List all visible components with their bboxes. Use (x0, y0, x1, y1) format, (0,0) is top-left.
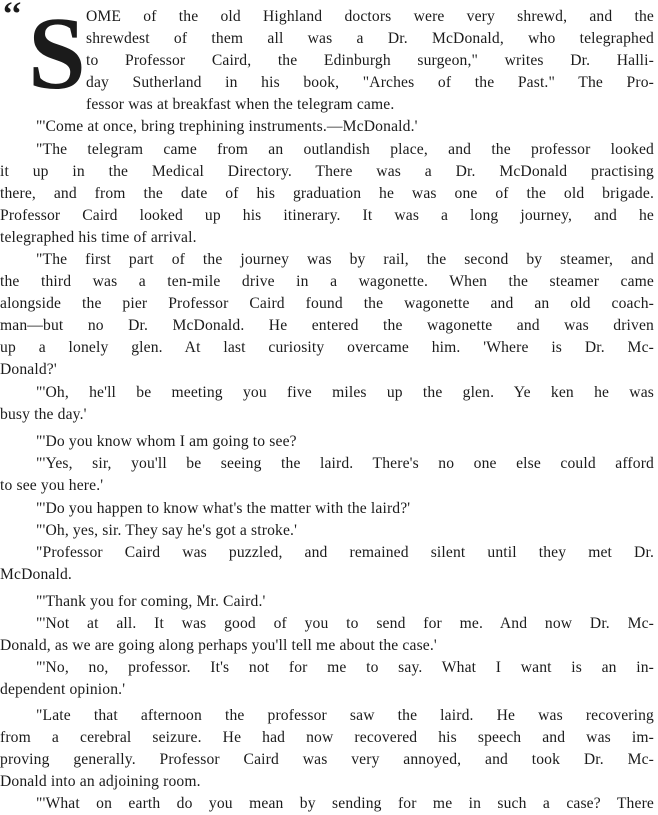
text-line: it up in the Medical Directory. There was a Dr. McDonald practising (0, 163, 654, 180)
text-line: "Professor Caird was puzzled, and remained silent until they met Dr. (36, 544, 654, 561)
text-line: man—but no Dr. McDonald. He entered the wagonette and was driven (0, 317, 654, 334)
text-line: "'Thank you for coming, Mr. Caird.' (36, 593, 266, 610)
text-line: "Late that afternoon the professor saw the laird. He was recovering (36, 707, 654, 724)
text-line: "'Not at all. It was good of you to send for me. And now Dr. Mc- (36, 615, 654, 632)
text-line: "The first part of the journey was by rail, the second by steamer, and (36, 251, 654, 268)
text-line: Donald into an adjoining room. (0, 773, 201, 790)
text-line: to see you here.' (0, 477, 104, 494)
text-line: dependent opinion.' (0, 681, 126, 698)
text-line: to Professor Caird, the Edinburgh surgeon," writes Dr. Halli- (86, 52, 654, 69)
text-line: alongside the pier Professor Caird found the wagonette and an old coach- (0, 295, 654, 312)
text-line: OME of the old Highland doctors were very shrewd, and the (86, 8, 654, 25)
text-line: "'Oh, yes, sir. They say he's got a stroke.' (36, 522, 298, 539)
text-line: "'Do you know whom I am going to see? (36, 433, 297, 450)
text-line: McDonald. (0, 566, 72, 583)
text-line: proving generally. Professor Caird was very annoyed, and took Dr. Mc- (0, 751, 654, 768)
text-line: Donald, as we are going along perhaps you'll tell me about the case.' (0, 637, 437, 654)
text-line: Professor Caird looked up his itinerary. It was a long journey, and he (0, 207, 654, 224)
text-line: "'Yes, sir, you'll be seeing the laird. There's no one else could afford (36, 455, 654, 472)
text-line: Donald?' (0, 361, 57, 378)
text-line: there, and from the date of his graduation he was one of the old brigade. (0, 185, 654, 202)
text-line: up a lonely glen. At last curiosity overcame him. 'Where is Dr. Mc- (0, 339, 654, 356)
text-line: "'No, no, professor. It's not for me to say. What I want is an in- (36, 659, 654, 676)
text-line: from a cerebral seizure. He had now recovered his speech and was im- (0, 729, 654, 746)
text-line: "'Come at once, bring trephining instruments.—McDonald.' (36, 118, 418, 135)
text-line: busy the day.' (0, 406, 87, 423)
text-line: the third was a ten-mile drive in a wagonette. When the steamer came (0, 273, 654, 290)
text-line: "The telegram came from an outlandish place, and the professor looked (36, 141, 654, 158)
text-line: "'Oh, he'll be meeting you five miles up the glen. Ye ken he was (36, 384, 654, 401)
text-line: "'What on earth do you mean by sending for me in such a case? There (36, 795, 654, 812)
text-line: shrewdest of them all was a Dr. McDonald, who telegraphed (86, 30, 654, 47)
text-line: fessor was at breakfast when the telegram came. (86, 96, 395, 113)
text-line: telegraphed his time of arrival. (0, 229, 197, 246)
text-line: "'Do you happen to know what's the matter with the laird?' (36, 500, 411, 517)
drop-cap-letter: S (28, 0, 86, 111)
opening-quote-mark: ‘‘ (2, 0, 23, 33)
text-line: day Sutherland in his book, "Arches of the Past." The Pro- (86, 74, 654, 91)
